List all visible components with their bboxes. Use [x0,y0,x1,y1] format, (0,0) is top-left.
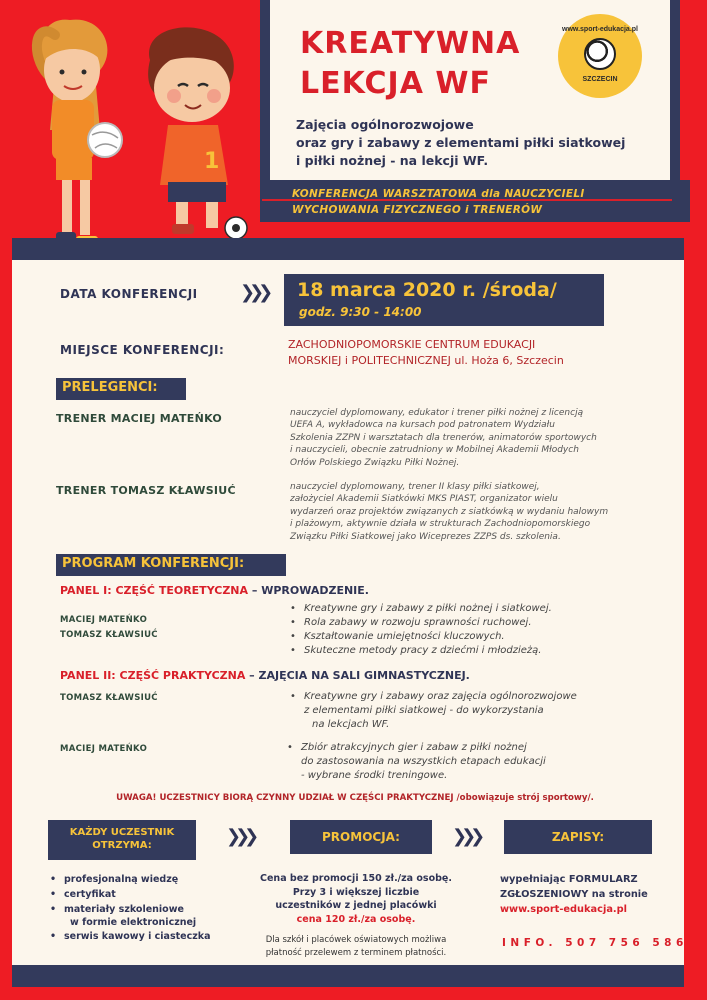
date-value: 18 marca 2020 r. /środa/ [297,279,557,301]
list-line: • Zbiór atrakcyjnych gier i zabaw z piłki nożnej [301,742,527,753]
program-heading: PROGRAM KONFERENCJI: [56,554,286,576]
panel-2-title-main: PANEL II: CZĘŚĆ PRAKTYCZNA [60,669,246,682]
place-label: MIEJSCE KONFERENCJI: [60,343,225,357]
logo-url: www.sport-edukacja.pl [562,26,638,33]
banner-line-2: WYCHOWANIA FIZYCZNEGO i TRENERÓW [292,204,543,216]
benefits-list [50,872,210,944]
panel-2-speaker-1: TOMASZ KŁAWSIUĆ [60,693,158,703]
bio-line: wydarzeń oraz projektów związanych z siatkówką w wydaniu halowym [290,506,609,517]
panel-1-title-rest: – WPROWADZENIE. [248,584,369,597]
list-item [285,741,546,783]
list-line: - wybrane środki treningowe. [301,770,448,781]
main-top-bar [12,238,684,260]
list-item [288,690,577,732]
subtitle [296,116,666,170]
speakers-heading: PRELEGENCI: [56,378,186,400]
speaker-bio-1 [290,407,680,469]
list-line: na lekcjach WF. [312,719,390,730]
place-value [288,337,678,369]
bio-line: Związku Piłki Siatkowej jako Wiceprezes ZZPS ds. szkolenia. [290,531,561,542]
panel-2-speaker-2: MACIEJ MATEŃKO [60,744,148,754]
panel-1-title-main: PANEL I: CZĘŚĆ TEORETYCZNA [60,584,249,597]
bio-line: i plażowym, aktywnie działa w strukturach Zachodniopomorskiego [290,519,591,530]
panel-1-speaker: TOMASZ KŁAWSIUĆ [60,630,158,640]
promo-note-line: Dla szkół i placówek oświatowych możliwa [265,935,447,945]
list-item: • Kształtowanie umiejętności kluczowych. [288,630,552,644]
date-label: DATA KONFERENCJI [60,287,198,301]
banner-text [292,186,682,218]
promo-heading: PROMOCJA: [290,820,432,854]
page-title [300,24,560,104]
list-line: do zastosowania na wszystkich etapach edukacji [301,756,546,767]
panel-2-title-rest: – ZAJĘCIA NA SALI GIMNASTYCZNEJ. [245,669,470,682]
date-time: godz. 9:30 - 14:00 [299,305,422,319]
bio-line: Orłów Polskiego Związku Piłki Nożnej. [290,457,460,468]
chevron-right-icon: ❯❯❯ [226,826,254,846]
panel-2-list-2 [285,741,546,783]
bio-line: nauczyciel dyplomowany, edukator i trener piłki nożnej z licencją [290,408,584,418]
panel-2-list-1 [288,690,577,732]
list-item: • materiały szkoleniowe [50,902,210,917]
list-item: • Rola zabawy w rozwoju sprawności ruchowej. [288,616,552,630]
boy-figure [148,27,247,239]
promo-note-line: płatność przelewem z terminem płatności. [265,947,447,958]
place-line-2: MORSKIEJ i POLITECHNICZNEJ ul. Hoża 6, Szczecin [288,354,564,367]
list-item: • certyfikat [50,887,210,902]
signup-text [500,872,690,917]
promo-line: Cena bez promocji 150 zł./za osobę. [260,873,452,884]
list-line: z elementami piłki siatkowej - do wykorzystania [304,705,544,716]
panel-1-list [288,602,552,658]
banner-line-1: KONFERENCJA WARSZTATOWA dla NAUCZYCIELI [292,188,585,200]
signup-link[interactable]: www.sport-edukacja.pl [500,904,628,915]
soccer-ball-icon [584,38,616,70]
speaker-name-1: TRENER MACIEJ MATEŃKO [56,412,223,425]
subtitle-line-1: Zajęcia ogólnorozwojowe [296,117,474,132]
warning-note: UWAGA! UCZESTNICY BIORĄ CZYNNY UDZIAŁ W CZĘŚCI PRAKTYCZNEJ /obowiązuje strój sportowy/. [116,793,594,803]
bio-line: nauczyciel dyplomowany, trener II klasy piłki siatkowej, [290,482,540,492]
place-line-1: ZACHODNIOPOMORSKIE CENTRUM EDUKACJI [288,338,536,351]
benefits-heading-line: KAŻDY UCZESTNIK [69,827,175,838]
panel-1-speaker: MACIEJ MATEŃKO [60,615,148,625]
subtitle-line-3: i piłki nożnej - na lekcji WF. [296,153,489,168]
promo-text [236,872,476,926]
list-item: • serwis kawowy i ciasteczka [50,929,210,944]
svg-text:1: 1 [204,149,220,174]
signup-line: ZGŁOSZENIOWY na stronie [500,889,648,900]
panel-1-title [60,584,369,597]
logo-city: SZCZECIN [582,76,618,83]
list-line: • Kreatywne gry i zabawy oraz zajęcia ogólnorozwojowe [304,691,577,702]
bio-line: założyciel Akademii Siatkówki MKS PIAST, organizator wielu [290,494,558,505]
list-item: • Kreatywne gry i zabawy z piłki nożnej i siatkowej. [288,602,552,616]
promo-line: uczestników z jednej placówki [275,900,437,911]
signup-line: wypełniając FORMULARZ [500,874,638,885]
title-line-2: LEKCJA WF [300,66,491,101]
promo-note [236,934,476,959]
sport-edukacja-logo [558,14,642,98]
promo-price: cena 120 zł./za osobę. [296,913,416,925]
title-line-1: KREATYWNA [300,26,521,61]
promo-line: Przy 3 i większej liczbie [292,886,420,898]
subtitle-line-2: oraz gry i zabawy z elementami piłki siatkowej [296,135,626,150]
bio-line: i nauczycieli, obecnie zatrudniony w Mobilnej Akademii Młodych [290,445,579,456]
panel-2-title [60,669,470,682]
bio-line: Szkolenia ZZPN i warsztatach dla trenerów, animatorów sportowych [290,432,597,443]
list-item: • profesjonalną wiedzę [50,872,210,887]
list-item: • Skuteczne metody pracy z dziećmi i młodzieżą. [288,644,552,658]
bio-line: UEFA A, wykładowca na kursach pod patronatem Wydziału [290,420,555,431]
chevron-right-icon: ❯❯❯ [240,282,268,302]
list-item: w formie elektronicznej [70,917,197,928]
info-phone: INFO. 507 756 586 [502,937,688,949]
chevron-right-icon: ❯❯❯ [452,826,480,846]
girl-figure [37,20,122,246]
speaker-bio-2 [290,481,680,543]
benefits-heading-line: OTRZYMA: [92,840,152,851]
main-bottom-bar [12,965,684,987]
signup-heading: ZAPISY: [504,820,652,854]
benefits-heading [48,820,196,860]
speaker-name-2: TRENER TOMASZ KŁAWSIUĆ [56,484,236,497]
kids-illustration [0,0,260,250]
panel-1-speakers [60,613,158,643]
